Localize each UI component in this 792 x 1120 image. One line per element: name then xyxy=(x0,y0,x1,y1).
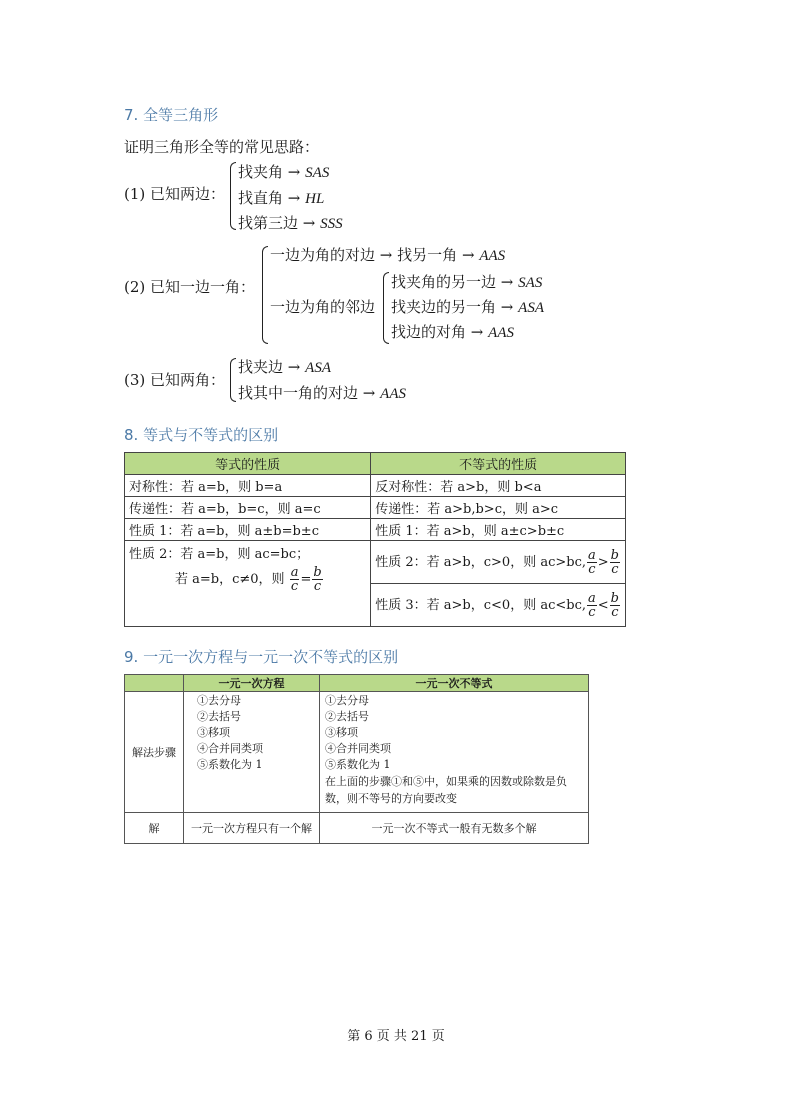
table-row xyxy=(125,519,626,541)
page-footer: 第 6 页 共 21 页 xyxy=(347,1029,445,1044)
eq-prop2-line1: 性质 2：若 a=b，则 ac=bc； xyxy=(129,547,310,562)
eq-header: 等式的性质 xyxy=(125,453,371,475)
ineq-prop1: 性质 1：若 a>b，则 a±c>b±c xyxy=(371,519,626,541)
step: ③移项 xyxy=(197,726,230,739)
table-row xyxy=(125,497,626,519)
section8-title: 8. 等式与不等式的区别 xyxy=(124,426,279,444)
step: ②去括号 xyxy=(325,710,369,723)
case3-item: 找其中一角的对边 → AAS xyxy=(238,384,406,402)
step: ④合并同类项 xyxy=(197,742,263,755)
table-row xyxy=(125,475,626,497)
case1-brace xyxy=(230,162,236,230)
table-row xyxy=(125,813,589,844)
case1-label: (1) 已知两边： xyxy=(124,185,226,203)
ineq-prop3: 性质 3：若 a>b，c<0，则 ac<bc, $\frac{a}{c}$ < $\frac{b}{c}$ xyxy=(371,584,626,627)
case3-label: (3) 已知两角： xyxy=(124,371,226,389)
case1-item: 找夹角 → SAS xyxy=(238,163,330,181)
case3-brace xyxy=(230,358,236,402)
case3-item: 找夹边 → ASA xyxy=(238,358,331,376)
inequality-header: 一元一次不等式 xyxy=(320,675,589,692)
inequality-steps xyxy=(320,692,589,813)
table-row xyxy=(125,541,626,584)
case1-item: 找第三边 → SSS xyxy=(238,214,343,232)
fraction: $\frac{a}{c}$ xyxy=(290,565,299,594)
row-label-steps: 解法步骤 xyxy=(125,692,184,813)
step: ⑤系数化为 1 xyxy=(197,758,263,771)
eq-prop2 xyxy=(125,541,371,627)
eq-transitive: 传递性：若 a=b，b=c，则 a=c xyxy=(125,497,371,519)
equation-table xyxy=(124,674,589,844)
case2-sub-item: 找夹角的另一边 → SAS xyxy=(391,273,543,291)
case2-brace xyxy=(262,246,268,344)
step: ④合并同类项 xyxy=(325,742,391,755)
step: ①去分母 xyxy=(325,694,369,707)
case2-sub-brace xyxy=(383,272,389,344)
equation-header: 一元一次方程 xyxy=(184,675,320,692)
section9-title: 9. 一元一次方程与一元一次不等式的区别 xyxy=(124,648,399,666)
eq-prop2-line2: 若 a=b，c≠0，则 $\frac{a}{c}$ = $\frac{b}{c}$ xyxy=(175,565,322,594)
case2-sub-item: 找夹边的另一角 → ASA xyxy=(391,298,544,316)
fraction: $\frac{a}{c}$ xyxy=(588,547,596,577)
ineq-transitive: 传递性：若 a>b,b>c，则 a>c xyxy=(371,497,626,519)
corner-header xyxy=(125,675,184,692)
eq-symmetry: 对称性：若 a=b，则 b=a xyxy=(125,475,371,497)
inequality-note: 在上面的步骤①和⑤中，如果乘的因数或除数是负数，则不等号的方向要改变 xyxy=(325,775,567,805)
fraction: $\frac{b}{c}$ xyxy=(610,590,619,620)
equation-steps xyxy=(184,692,320,813)
case2-label: (2) 已知一边一角： xyxy=(124,278,256,296)
ineq-symmetry: 反对称性：若 a>b，则 b<a xyxy=(371,475,626,497)
ineq-prop2: 性质 2：若 a>b，c>0，则 ac>bc, $\frac{a}{c}$ > $\frac{b}{c}$ xyxy=(371,541,626,584)
section7-intro: 证明三角形全等的常见思路： xyxy=(124,138,320,156)
fraction: $\frac{b}{c}$ xyxy=(313,565,322,594)
fraction: $\frac{b}{c}$ xyxy=(610,547,619,577)
equality-table xyxy=(124,452,626,627)
step: ⑤系数化为 1 xyxy=(325,758,391,771)
case2-opposite: 一边为角的对边 → 找另一角 → AAS xyxy=(270,246,506,264)
row-label-solution: 解 xyxy=(125,813,184,844)
step: ③移项 xyxy=(325,726,358,739)
case2-adjacent: 一边为角的邻边 xyxy=(270,298,376,316)
equation-solution: 一元一次方程只有一个解 xyxy=(184,813,320,844)
step: ②去括号 xyxy=(197,710,241,723)
inequality-solution: 一元一次不等式一般有无数多个解 xyxy=(320,813,589,844)
case1-item: 找直角 → HL xyxy=(238,189,325,207)
case2-sub-item: 找边的对角 → AAS xyxy=(391,323,514,341)
eq-prop1: 性质 1：若 a=b，则 a±b=b±c xyxy=(125,519,371,541)
fraction: $\frac{a}{c}$ xyxy=(588,590,596,620)
section7-title: 7. 全等三角形 xyxy=(124,106,219,124)
table-row xyxy=(125,692,589,813)
step: ①去分母 xyxy=(197,694,241,707)
ineq-header: 不等式的性质 xyxy=(371,453,626,475)
